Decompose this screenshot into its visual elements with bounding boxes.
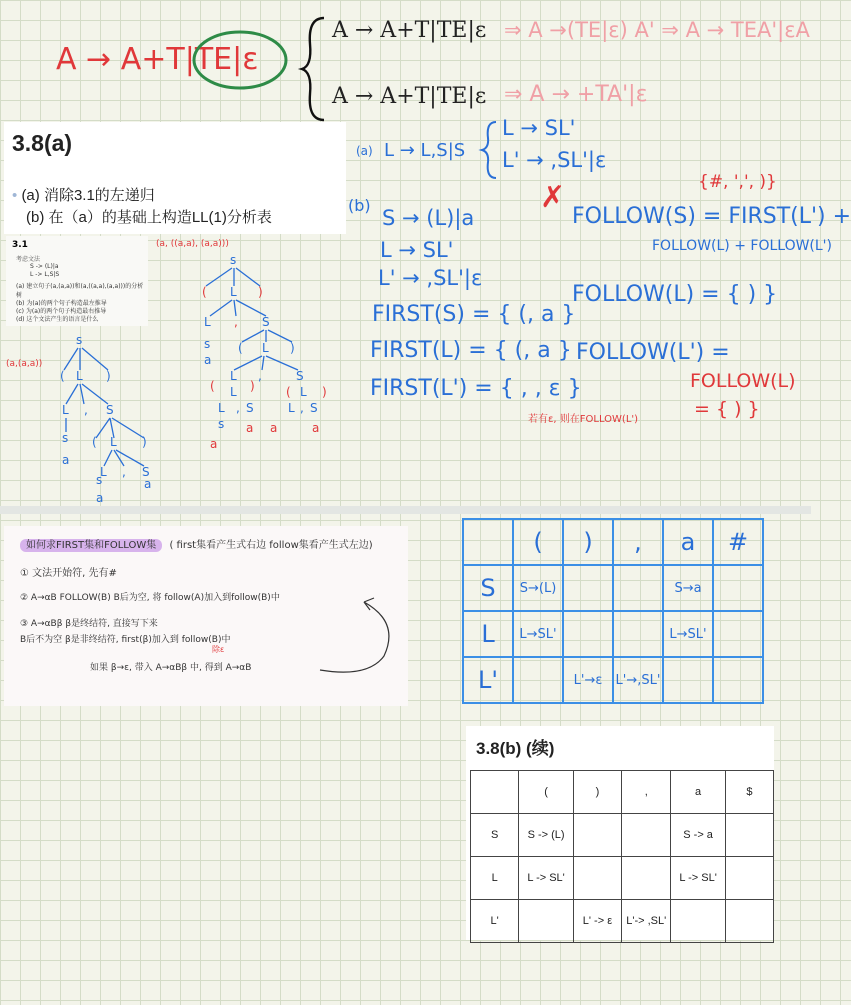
note-b-rule-1: S → (L)|a bbox=[382, 206, 475, 230]
svg-text:,: , bbox=[258, 369, 262, 383]
hw-cell bbox=[613, 611, 663, 657]
slide-3-8b bbox=[466, 726, 774, 940]
bullet-a: • (a) 消除3.1的左递归 bbox=[12, 187, 155, 204]
note-a-brace-1: L → SL' bbox=[502, 116, 576, 140]
tt-corner bbox=[471, 771, 519, 814]
svg-text:L: L bbox=[76, 369, 83, 383]
svg-text:s: s bbox=[230, 253, 237, 267]
hw-header: , bbox=[613, 519, 663, 565]
svg-text:a: a bbox=[210, 437, 218, 451]
tt-row-nt: L' bbox=[471, 900, 519, 943]
pink-derivation-2: ⇒ A → +TA'|ε bbox=[504, 82, 648, 107]
remove-eps-note: 除ε bbox=[212, 645, 225, 654]
arrow-curve bbox=[304, 586, 404, 686]
slide-31-line-4: (b) 为(a)的两个句子构造最左推导 bbox=[16, 300, 107, 307]
brace-a bbox=[480, 118, 500, 182]
svg-text:(: ( bbox=[286, 385, 291, 399]
svg-text:(: ( bbox=[238, 341, 243, 355]
svg-text:(: ( bbox=[60, 369, 65, 383]
svg-text:L: L bbox=[110, 435, 117, 449]
slide-31-title: 3.1 bbox=[12, 240, 28, 250]
slide-31-line-2: L -> L,S|S bbox=[30, 271, 60, 278]
howto-step-1: ① 文法开始符, 先有# bbox=[20, 568, 117, 579]
hw-header: ( bbox=[513, 519, 563, 565]
parse-tree-right bbox=[150, 236, 360, 452]
red-follow-set: {#, ',', )} bbox=[698, 172, 777, 192]
tt-row-nt: L bbox=[471, 857, 519, 900]
svg-text:,: , bbox=[122, 465, 126, 479]
svg-text:L: L bbox=[218, 401, 225, 415]
bullet-b: (b) 在（a）的基础上构造LL(1)分析表 bbox=[26, 209, 272, 226]
tt-cell bbox=[573, 814, 621, 857]
svg-text:,: , bbox=[84, 403, 88, 417]
svg-text:L: L bbox=[230, 385, 237, 399]
hw-cell bbox=[563, 565, 613, 611]
handwritten-ll1-table bbox=[462, 518, 764, 704]
pink-derivation-1: ⇒ A →(TE|ε) A' ⇒ A → TEA'|εA bbox=[504, 18, 810, 42]
svg-text:a: a bbox=[204, 353, 212, 367]
first-l: FIRST(L) = { (, a } bbox=[370, 338, 572, 363]
svg-text:): ) bbox=[258, 285, 263, 299]
typed-ll1-table bbox=[470, 770, 774, 943]
slide-31-line-6: (d) 这个文法产生的语言是什么 bbox=[16, 316, 99, 323]
tt-cell: L' -> ε bbox=[573, 900, 621, 943]
red-x-mark: ✗ bbox=[540, 180, 566, 215]
hw-cell bbox=[563, 611, 613, 657]
svg-text:a: a bbox=[62, 453, 70, 467]
howto-step-3c: 如果 β→ε, 带入 A→αBβ 中, 得到 A→αB bbox=[90, 663, 252, 673]
hw-row-nt: L' bbox=[463, 657, 513, 703]
corner-cell bbox=[463, 519, 513, 565]
tt-cell: L -> SL' bbox=[671, 857, 725, 900]
hw-cell: L'→ε bbox=[563, 657, 613, 703]
first-s: FIRST(S) = { (, a } bbox=[372, 302, 576, 327]
hw-cell: S→a bbox=[663, 565, 713, 611]
tt-cell: S -> a bbox=[671, 814, 725, 857]
note-a-rule: L → L,S|S bbox=[384, 140, 466, 161]
tt-cell bbox=[725, 900, 773, 943]
slide-31-line-1: S -> (L)|a bbox=[30, 263, 59, 270]
howto-step-3b: B后不为空 β是非终结符, first(β)加入到 follow(B)中 bbox=[20, 635, 231, 645]
note-a-label: (a) bbox=[356, 144, 373, 158]
slide-title: 3.8(a) bbox=[12, 130, 73, 156]
svg-text:s: s bbox=[96, 473, 103, 487]
hw-cell: L'→,SL' bbox=[613, 657, 663, 703]
tt-cell: L -> SL' bbox=[519, 857, 573, 900]
tt-row-nt: S bbox=[471, 814, 519, 857]
svg-text:L: L bbox=[230, 285, 237, 299]
tt-header: $ bbox=[725, 771, 773, 814]
brace-line-1: A → A+T|TE|ε bbox=[332, 18, 487, 43]
follow-l: FOLLOW(L) = { ) } bbox=[572, 282, 778, 307]
svg-text:s: s bbox=[62, 431, 69, 445]
svg-text:S: S bbox=[262, 315, 270, 329]
tt-cell bbox=[622, 814, 671, 857]
svg-text:): ) bbox=[250, 379, 255, 393]
tree-right-label: (a, ((a,a), (a,a))) bbox=[156, 239, 229, 249]
epsilon-note: 若有ε, 则在FOLLOW(L') bbox=[528, 414, 639, 425]
tt-cell bbox=[519, 900, 573, 943]
big-brace-top bbox=[300, 14, 330, 124]
tt-header: ( bbox=[519, 771, 573, 814]
svg-text:S: S bbox=[310, 401, 318, 415]
hw-cell bbox=[513, 657, 563, 703]
svg-text:): ) bbox=[290, 341, 295, 355]
first-lp: FIRST(L') = { , , ε } bbox=[370, 376, 582, 401]
hw-cell bbox=[713, 657, 763, 703]
svg-text:): ) bbox=[142, 435, 147, 449]
slide-3-8a bbox=[4, 122, 346, 234]
hw-cell bbox=[613, 565, 663, 611]
svg-text:L: L bbox=[100, 465, 107, 479]
green-circle-annotation bbox=[190, 28, 290, 92]
svg-text:L: L bbox=[62, 403, 69, 417]
svg-text:S: S bbox=[106, 403, 114, 417]
svg-text:L: L bbox=[300, 385, 307, 399]
hw-cell bbox=[663, 657, 713, 703]
hw-cell bbox=[713, 565, 763, 611]
svg-text:L: L bbox=[288, 401, 295, 415]
svg-text:S: S bbox=[142, 465, 150, 479]
hw-cell: L→SL' bbox=[663, 611, 713, 657]
parse-tree-left-bottom bbox=[84, 473, 124, 506]
brace-line-2: A → A+T|TE|ε bbox=[332, 84, 487, 109]
tt-cell bbox=[573, 857, 621, 900]
tt-cell bbox=[725, 857, 773, 900]
svg-text:L: L bbox=[204, 315, 211, 329]
howto-step-3a: ③ A→αBβ β是终结符, 直接写下来 bbox=[20, 619, 158, 629]
svg-text:L: L bbox=[230, 369, 237, 383]
note-b-label: (b) bbox=[348, 196, 371, 215]
svg-text:a: a bbox=[270, 421, 278, 435]
tt-header: , bbox=[622, 771, 671, 814]
howto-step-2: ② A→αB FOLLOW(B) B后为空, 将 follow(A)加入到follow(B)中 bbox=[20, 593, 280, 603]
tt-header: ) bbox=[573, 771, 621, 814]
hw-cell bbox=[713, 611, 763, 657]
hw-cell: L→SL' bbox=[513, 611, 563, 657]
svg-text:a: a bbox=[246, 421, 254, 435]
tt-cell: S -> (L) bbox=[519, 814, 573, 857]
hw-cell: S→(L) bbox=[513, 565, 563, 611]
svg-text:S: S bbox=[296, 369, 304, 383]
svg-text:(: ( bbox=[202, 285, 207, 299]
hw-header: a bbox=[663, 519, 713, 565]
slide-31-line-3: (a) 建立句子(a,(a,a))和(a,((a,a),(a,a)))的分析树 bbox=[16, 283, 144, 299]
svg-text:S: S bbox=[246, 401, 254, 415]
svg-text:a: a bbox=[96, 491, 104, 505]
note-a-brace-2: L' → ,SL'|ε bbox=[502, 148, 607, 172]
howto-title: 如何求FIRST集和FOLLOW集 ( first集看产生式右边 follow集看产生式左边) bbox=[20, 536, 373, 551]
svg-text:,: , bbox=[236, 401, 240, 415]
slide-31-line-0: 考虑文法 bbox=[16, 256, 41, 263]
svg-text:): ) bbox=[106, 369, 111, 383]
svg-text:): ) bbox=[322, 385, 327, 399]
red-follow-l-set: = { ) } bbox=[694, 398, 760, 420]
hw-header: # bbox=[713, 519, 763, 565]
slide-31-line-5: (c) 为(a)的两个句子构造最右推导 bbox=[16, 308, 107, 315]
hw-row-nt: S bbox=[463, 565, 513, 611]
slide-38b-title: 3.8(b) (续) bbox=[476, 739, 555, 758]
howto-card bbox=[4, 526, 408, 706]
svg-text:,: , bbox=[300, 401, 304, 415]
tt-header: a bbox=[671, 771, 725, 814]
slide-3-1 bbox=[6, 236, 148, 326]
tt-cell: L'-> ,SL' bbox=[622, 900, 671, 943]
svg-text:a: a bbox=[312, 421, 320, 435]
svg-text:(: ( bbox=[210, 379, 215, 393]
svg-text:,: , bbox=[234, 315, 238, 329]
tree-left-label: (a,(a,a)) bbox=[6, 359, 43, 369]
hw-header: ) bbox=[563, 519, 613, 565]
svg-text:(: ( bbox=[92, 435, 97, 449]
note-b-rule-2: L → SL' bbox=[380, 238, 454, 262]
section-divider bbox=[0, 506, 811, 514]
follow-s: FOLLOW(S) = FIRST(L') + bbox=[572, 204, 851, 229]
left-expression: A → A+T|TE|ε bbox=[56, 42, 259, 77]
follow-lp: FOLLOW(L') = bbox=[576, 340, 730, 365]
follow-s-cont: FOLLOW(L) + FOLLOW(L') bbox=[652, 238, 832, 254]
parse-tree-left bbox=[4, 330, 164, 490]
svg-text:s: s bbox=[204, 337, 211, 351]
svg-text:s: s bbox=[76, 333, 83, 347]
svg-text:a: a bbox=[144, 477, 152, 491]
tt-cell bbox=[725, 814, 773, 857]
tt-cell bbox=[671, 900, 725, 943]
tt-cell bbox=[622, 857, 671, 900]
note-b-rule-3: L' → ,SL'|ε bbox=[378, 266, 483, 290]
hw-row-nt: L bbox=[463, 611, 513, 657]
svg-text:L: L bbox=[262, 341, 269, 355]
svg-text:s: s bbox=[218, 417, 225, 431]
red-follow-l: FOLLOW(L) bbox=[690, 370, 796, 392]
